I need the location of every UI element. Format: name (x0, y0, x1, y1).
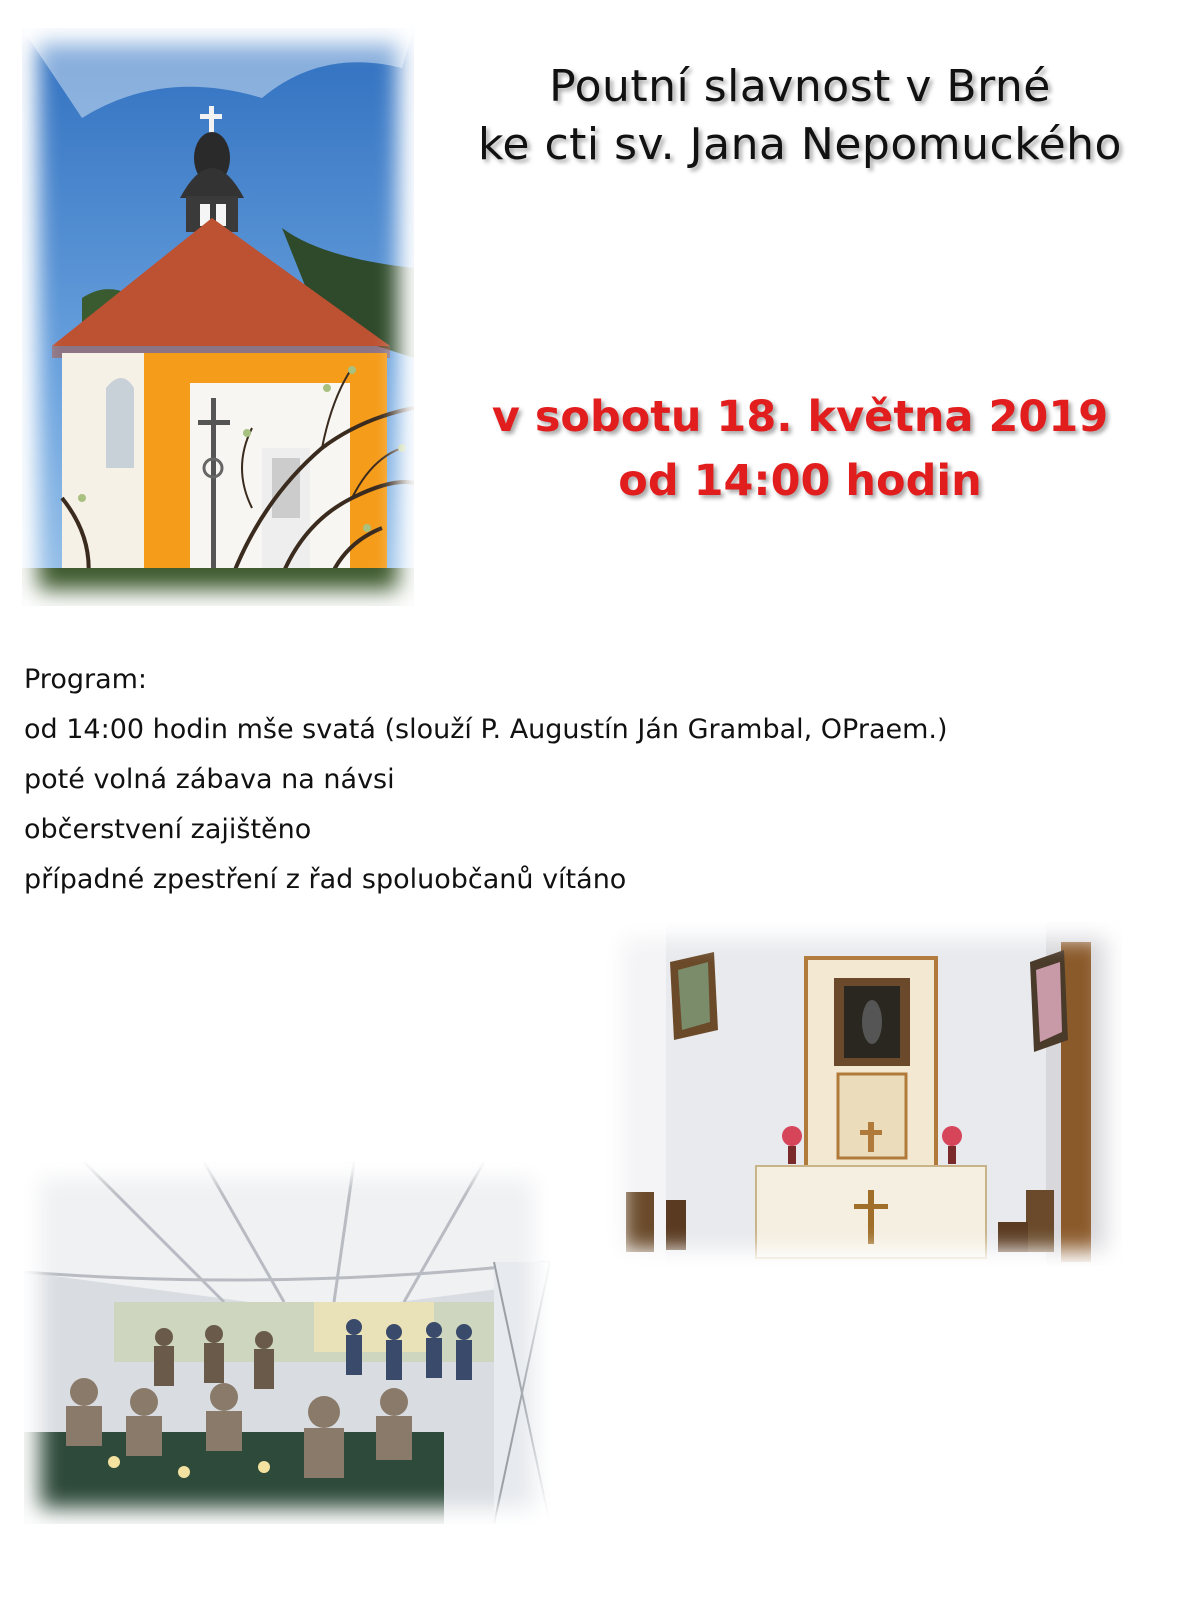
program-heading: Program: (24, 664, 148, 695)
program-item-refreshments: občerstvení zajištěno (24, 814, 312, 845)
program-section (24, 655, 1194, 905)
title-line-1: Poutní slavnost v Brné (549, 61, 1051, 112)
altar-illustration (606, 922, 1122, 1266)
tent-illustration (24, 1162, 550, 1524)
altar-photo (606, 922, 1122, 1266)
program-item-contributions: případné zpestření z řad spoluobčanů vítáno (24, 864, 627, 895)
page-title (440, 58, 1160, 174)
date-line-2: od 14:00 hodin (618, 456, 982, 506)
tent-photo (24, 1162, 550, 1524)
chapel-illustration (22, 28, 414, 606)
program-item-entertainment: poté volná zábava na návsi (24, 764, 395, 795)
program-item-mass: od 14:00 hodin mše svatá (slouží P. Augustín Ján Grambal, OPraem.) (24, 714, 948, 745)
date-line-1: v sobotu 18. května 2019 (491, 392, 1109, 442)
title-line-2: ke cti sv. Jana Nepomuckého (478, 119, 1122, 170)
event-date (440, 385, 1160, 513)
chapel-photo (22, 28, 414, 606)
